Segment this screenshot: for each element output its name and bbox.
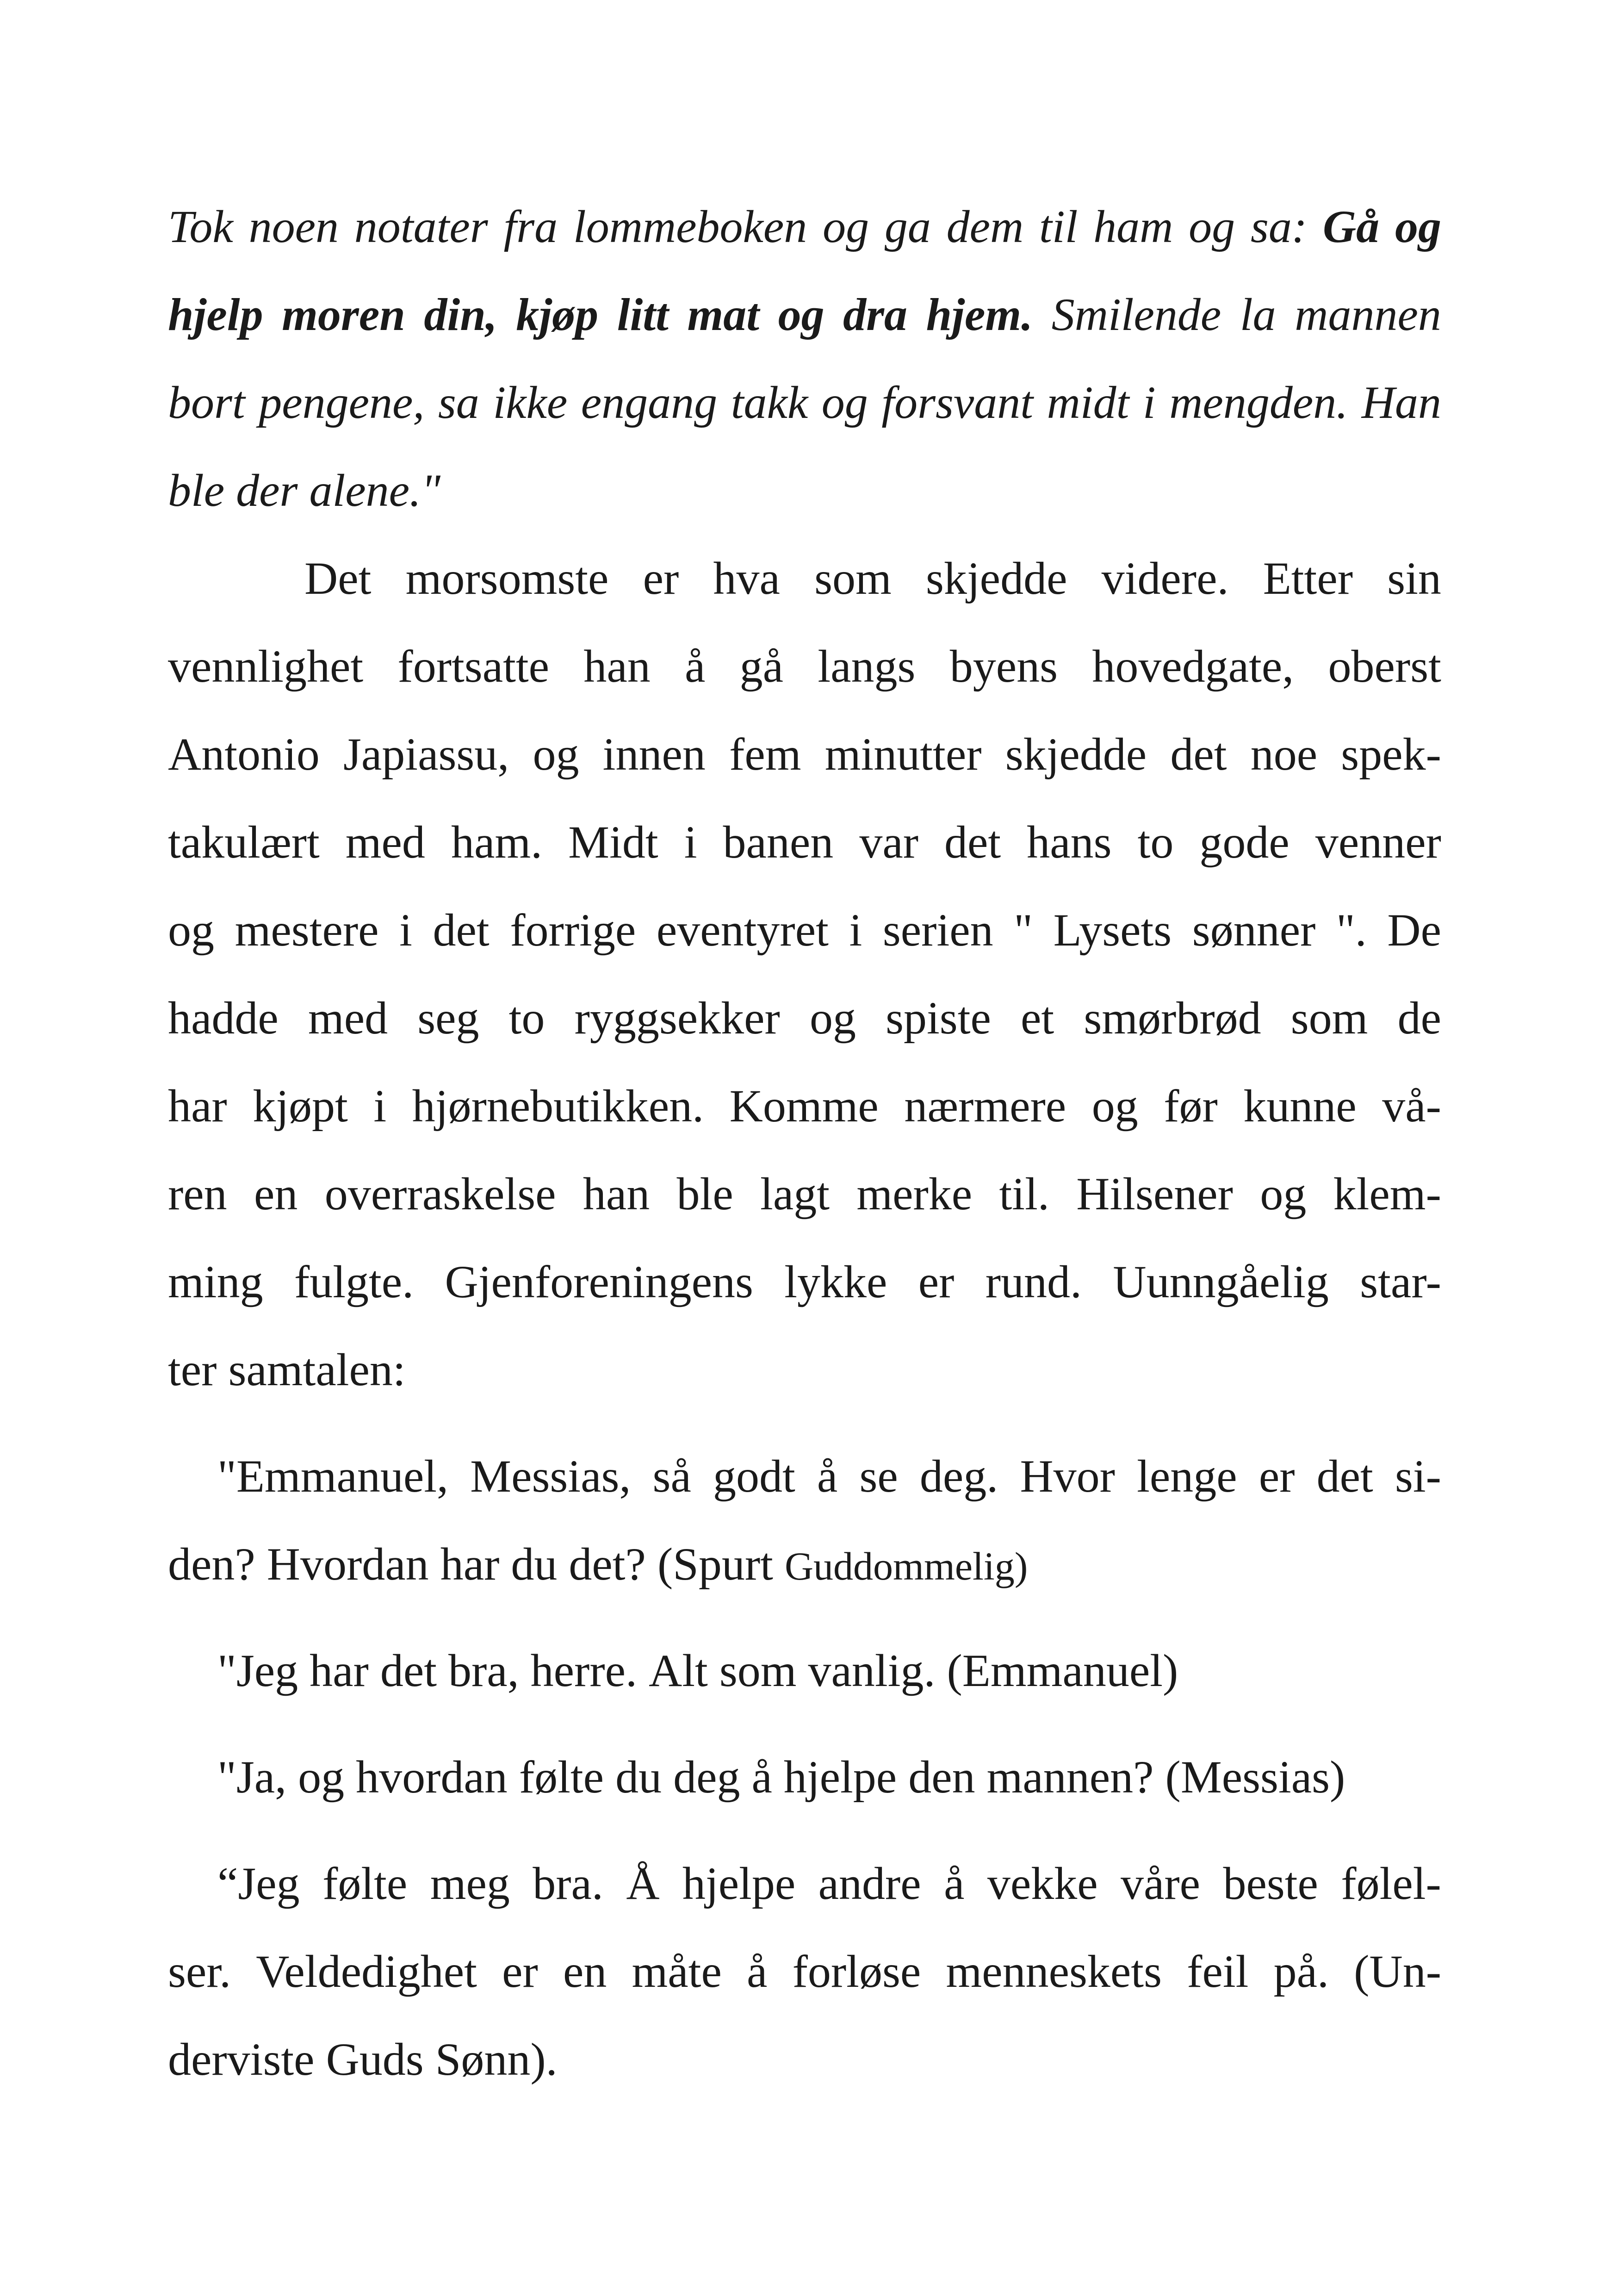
word: venner (1315, 816, 1441, 868)
word: er (643, 553, 679, 604)
word: og (298, 1751, 345, 1803)
word: Uunngåelig (1113, 1256, 1329, 1307)
word: mestere (235, 904, 379, 956)
word: Tok (168, 201, 233, 252)
word: er (918, 1256, 955, 1307)
word: Det (304, 553, 372, 604)
word: med (345, 816, 425, 868)
word: noen (248, 201, 339, 252)
word: ser. (168, 1946, 231, 1997)
word: til. (999, 1168, 1049, 1220)
word: du (511, 1538, 558, 1590)
word: alene." (309, 465, 441, 516)
word: og (1189, 201, 1235, 252)
word: “Jeg (217, 1858, 300, 1909)
text-line (304, 535, 1441, 622)
word: vennlighet (168, 641, 364, 692)
word: hva (713, 553, 780, 604)
word: det (1170, 728, 1227, 780)
word: det (433, 904, 490, 956)
text-line (168, 183, 1441, 271)
word: var (859, 816, 919, 868)
word: bort (168, 377, 245, 428)
word: sa (438, 377, 479, 428)
word: Hilsener (1076, 1168, 1233, 1220)
word: godt (713, 1450, 795, 1502)
text-line (168, 1928, 1441, 2016)
word: seg (417, 992, 479, 1044)
text-line (217, 1840, 1441, 1928)
word: vanlig. (808, 1645, 936, 1696)
word: Han (1361, 377, 1441, 428)
text-line (217, 1733, 1491, 1821)
word: Lysets (1053, 904, 1172, 956)
text-line (168, 622, 1441, 710)
word: merke (856, 1168, 973, 1220)
word: hjelp (168, 289, 263, 340)
word: han (583, 641, 651, 692)
word: Antonio (168, 728, 320, 780)
word: morsomste (405, 553, 609, 604)
word: Etter (1263, 553, 1353, 604)
word: ikke (493, 377, 568, 428)
word: følel- (1341, 1858, 1441, 1909)
word: Komme (729, 1080, 879, 1132)
word: sønner (1192, 904, 1316, 956)
word: er (1258, 1450, 1295, 1502)
word: vå- (1382, 1080, 1441, 1132)
word: Hvor (1020, 1450, 1115, 1502)
word: vekke (987, 1858, 1098, 1909)
word: Gå (1322, 201, 1380, 252)
word: har (310, 1645, 369, 1696)
text-line (168, 798, 1441, 886)
word: og (533, 728, 579, 780)
word: star- (1360, 1256, 1441, 1307)
word: samtalen: (228, 1344, 406, 1395)
word: se (859, 1450, 898, 1502)
word: Hvordan (267, 1538, 429, 1590)
word: to (1137, 816, 1174, 868)
word: kunne (1243, 1080, 1357, 1132)
word: å (944, 1858, 965, 1909)
word: og (809, 992, 856, 1044)
word: lenge (1137, 1450, 1237, 1502)
text-line (168, 359, 1441, 447)
word: ham. (451, 816, 543, 868)
word: klem- (1333, 1168, 1441, 1220)
word: smørbrød (1084, 992, 1261, 1044)
word: Japiassu, (343, 728, 509, 780)
word: der (236, 465, 298, 516)
word: fortsatte (397, 641, 550, 692)
word: følte (519, 1751, 604, 1803)
word: (Emmanuel) (947, 1645, 1178, 1696)
word: å (685, 641, 706, 692)
word: hovedgate, (1092, 641, 1294, 692)
word: ren (168, 1168, 227, 1220)
word: meg (430, 1858, 510, 1909)
word: (Un- (1354, 1946, 1441, 1997)
word: skjedde (1005, 728, 1147, 780)
word: derviste (168, 2034, 315, 2085)
word: "Ja, (217, 1751, 287, 1803)
word: hans (1027, 816, 1112, 868)
word: forrige (510, 904, 636, 956)
word: "Jeg (217, 1645, 298, 1696)
word: det (944, 816, 1001, 868)
word: ter (168, 1344, 217, 1395)
word: Guds (326, 2034, 424, 2085)
word: Å (626, 1858, 660, 1909)
word: ham (1093, 201, 1173, 252)
word: serien (882, 904, 993, 956)
word: bra. (533, 1858, 603, 1909)
word: ". (1336, 904, 1367, 956)
word: kjøp (516, 289, 599, 340)
word: De (1387, 904, 1441, 956)
text-line (168, 1150, 1441, 1238)
word: eventyret (656, 904, 829, 956)
word: herre. (530, 1645, 638, 1696)
word: midt (1047, 377, 1129, 428)
word: dem (946, 201, 1024, 252)
word: å (747, 1946, 768, 1997)
word: sin (1387, 553, 1441, 604)
word: gå (739, 641, 784, 692)
word: før (1164, 1080, 1218, 1132)
word: på. (1273, 1946, 1329, 1997)
word: ble (168, 465, 225, 516)
word: deg. (919, 1450, 998, 1502)
text-line (168, 1238, 1441, 1326)
word: det? (569, 1538, 646, 1590)
word: med (308, 992, 388, 1044)
word: takulært (168, 816, 320, 868)
word: (Messias) (1165, 1751, 1345, 1803)
word: (Spurt (657, 1538, 773, 1590)
word: takk (731, 377, 808, 428)
word: Veldedighet (256, 1946, 477, 1997)
text-line (168, 710, 1441, 798)
word: Midt (568, 816, 658, 868)
word: mannen (1295, 289, 1441, 340)
word: og (1091, 1080, 1138, 1132)
text-line (168, 271, 1441, 359)
word: dra (843, 289, 908, 340)
word: det (380, 1645, 437, 1696)
text-line (217, 1432, 1441, 1520)
word: andre (818, 1858, 921, 1909)
text-line (168, 1062, 1441, 1150)
word: til (1039, 201, 1078, 252)
word: overraskelse (324, 1168, 556, 1220)
word: har (440, 1538, 500, 1590)
word: litt (617, 289, 669, 340)
word: noe (1250, 728, 1318, 780)
word: minutter (824, 728, 982, 780)
word: skjedde (925, 553, 1067, 604)
word: hjørnebutikken. (412, 1080, 704, 1132)
word: hadde (168, 992, 279, 1044)
word: deg (673, 1751, 740, 1803)
text-line (168, 447, 1441, 535)
word: feil (1187, 1946, 1249, 1997)
word: han (583, 1168, 650, 1220)
word: din, (424, 289, 497, 340)
word: følte (322, 1858, 408, 1909)
word: forsvant (881, 377, 1034, 428)
word: Smilende (1051, 289, 1221, 340)
word: i (1142, 377, 1156, 428)
word: hjem. (926, 289, 1033, 340)
word: mat (687, 289, 760, 340)
word: den? (168, 1538, 255, 1590)
word: og (168, 904, 214, 956)
word: to (508, 992, 545, 1044)
word: nærmere (904, 1080, 1066, 1132)
word: fra (503, 201, 558, 252)
word: det (1316, 1450, 1373, 1502)
text-line (168, 974, 1441, 1062)
text-line (168, 2016, 1441, 2103)
word: byens (949, 641, 1058, 692)
word: notater (354, 201, 488, 252)
word: fulgte. (294, 1256, 414, 1307)
text-line (217, 1627, 1491, 1715)
word: kjøpt (253, 1080, 348, 1132)
word: hjelpe (783, 1751, 897, 1803)
word: og (1260, 1168, 1307, 1220)
text-line (168, 1520, 1441, 1608)
word: mannen? (986, 1751, 1154, 1803)
word: å (751, 1751, 772, 1803)
word: beste (1223, 1858, 1318, 1909)
word: og (821, 377, 868, 428)
word: de (1397, 992, 1441, 1044)
word: Alt (649, 1645, 708, 1696)
word: Sønn). (435, 2034, 558, 2085)
word: som (814, 553, 892, 604)
text-line (168, 886, 1441, 974)
word: innen (602, 728, 706, 780)
word: å (817, 1450, 838, 1502)
word: i (373, 1080, 387, 1132)
word: fem (729, 728, 801, 780)
word: og (778, 289, 824, 340)
word: Messias, (470, 1450, 631, 1502)
word: ryggsekker (574, 992, 780, 1044)
word: i (399, 904, 412, 956)
word: og (1395, 201, 1441, 252)
word: hvordan (356, 1751, 508, 1803)
word: og (823, 201, 869, 252)
word: hjelpe (682, 1858, 796, 1909)
word: lykke (784, 1256, 887, 1307)
word: bra, (448, 1645, 519, 1696)
word: sa: (1250, 201, 1308, 252)
word: mengden. (1169, 377, 1348, 428)
word: et (1021, 992, 1054, 1044)
word: ming (168, 1256, 263, 1307)
word: lagt (760, 1168, 830, 1220)
word: si- (1395, 1450, 1441, 1502)
word: forløse (792, 1946, 921, 1997)
word: Gjenforeningens (445, 1256, 753, 1307)
word: engang (581, 377, 718, 428)
word: pengene, (259, 377, 425, 428)
word: "Emmanuel, (217, 1450, 449, 1502)
word: moren (282, 289, 405, 340)
word: så (652, 1450, 691, 1502)
word: du (615, 1751, 662, 1803)
word: en (254, 1168, 298, 1220)
word: har (168, 1080, 227, 1132)
word: den (908, 1751, 975, 1803)
word: er (502, 1946, 538, 1997)
word: " (1014, 904, 1033, 956)
word: lommeboken (573, 201, 807, 252)
word: spek- (1341, 728, 1441, 780)
word: oberst (1328, 641, 1441, 692)
word: Guddommelig) (784, 1544, 1028, 1588)
word: videre. (1101, 553, 1229, 604)
word: spiste (886, 992, 991, 1044)
word: ga (884, 201, 931, 252)
word: en (563, 1946, 607, 1997)
word: la (1240, 289, 1276, 340)
word: gode (1199, 816, 1289, 868)
word: som (1290, 992, 1368, 1044)
word: rund. (985, 1256, 1082, 1307)
word: menneskets (946, 1946, 1162, 1997)
word: langs (818, 641, 916, 692)
text-line (168, 1326, 1441, 1414)
word: banen (723, 816, 834, 868)
word: ble (676, 1168, 733, 1220)
word: i (849, 904, 862, 956)
word: måte (632, 1946, 722, 1997)
word: som (719, 1645, 797, 1696)
word: våre (1121, 1858, 1201, 1909)
word: i (684, 816, 697, 868)
